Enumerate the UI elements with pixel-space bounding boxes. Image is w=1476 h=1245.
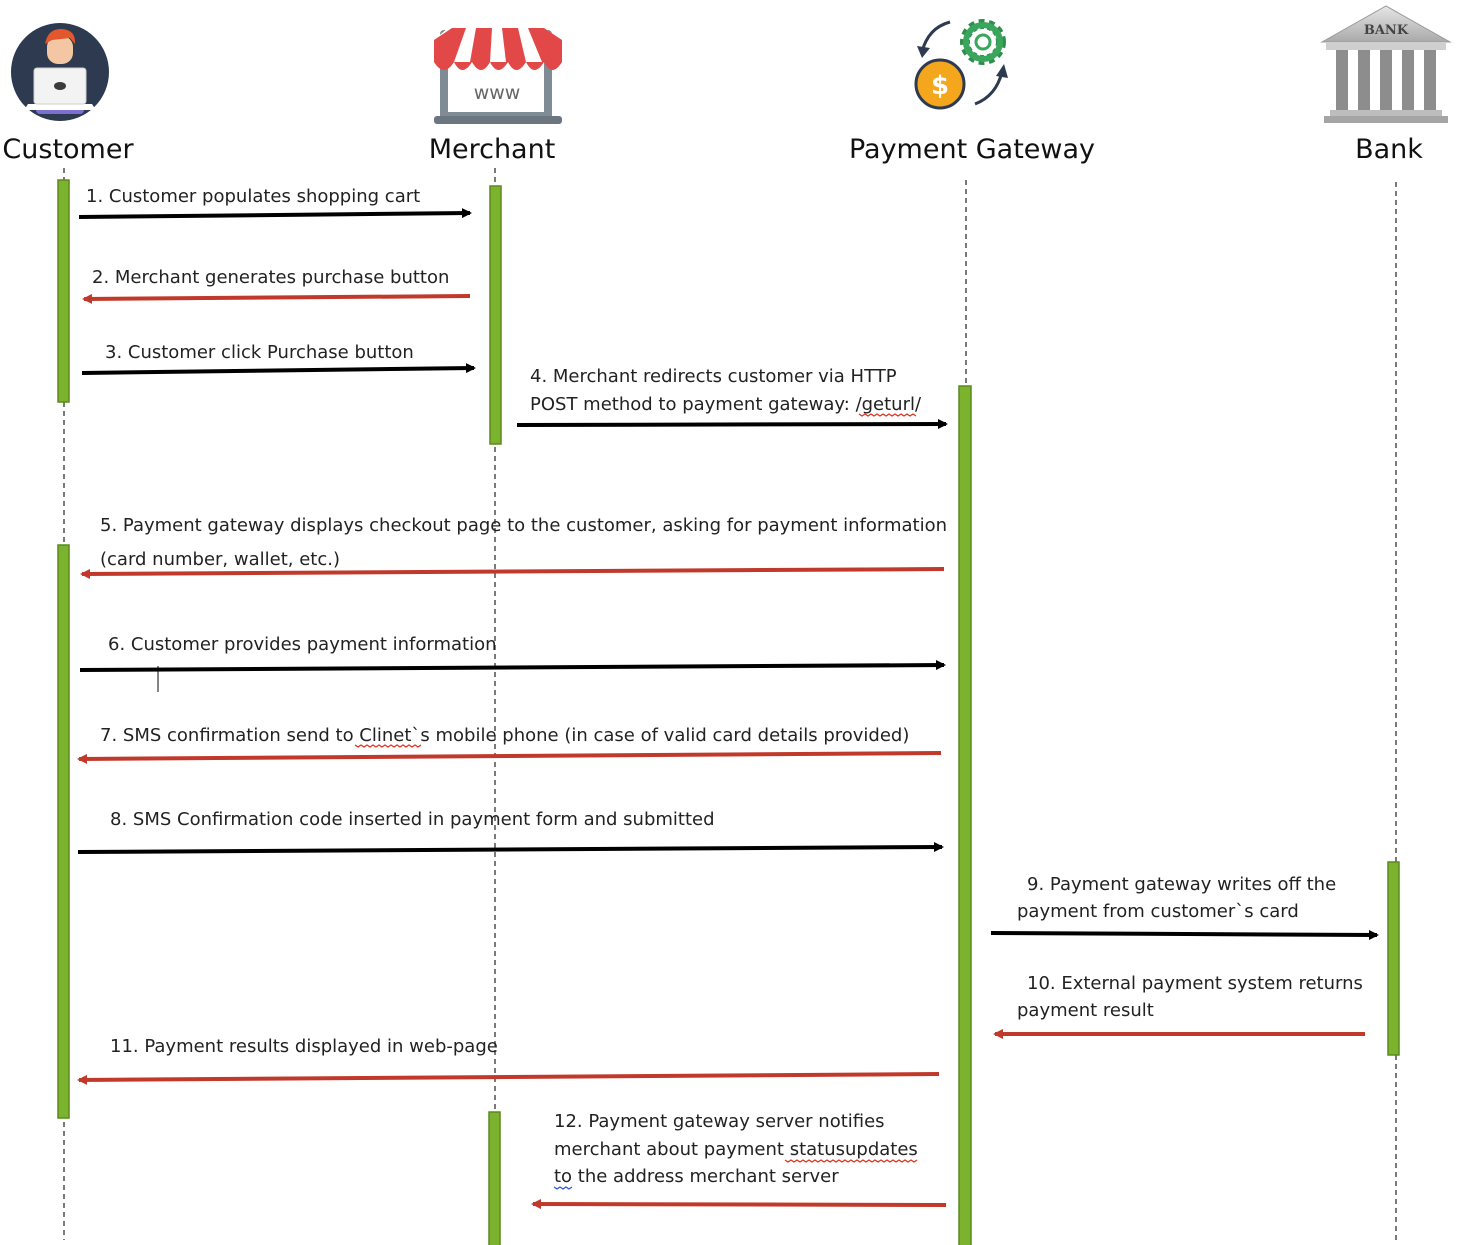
message-label-4: 4. Merchant redirects customer via HTTP [530,366,897,387]
actor-name-bank: Bank [1355,134,1423,165]
payment-gateway-icon [916,22,1008,108]
spellcheck-underline [785,1160,917,1162]
message-arrow-7 [79,753,941,759]
activation-merchant [489,1112,500,1245]
message-label-7: 7. SMS confirmation send to Clinet`s mobile phone (in case of valid card details provided) [100,725,910,746]
message-arrow-11 [79,1074,939,1080]
message-arrow-3 [82,368,474,373]
grammar-underline [554,1187,572,1189]
message-label-10: payment result [1017,1000,1154,1021]
activation-payment-gateway [959,386,971,1245]
message-arrow-6 [80,665,944,670]
bank-sign-label: BANK [1363,23,1409,38]
activation-bank [1388,862,1399,1055]
message-arrow-12 [533,1204,946,1205]
actor-name-customer: Customer [2,134,134,165]
message-label-5: (card number, wallet, etc.) [100,549,340,570]
actor-name-payment-gateway: Payment Gateway [848,134,1096,165]
customer-laptop-icon [11,23,109,121]
www-label: www [473,82,521,104]
dollar-label: $ [930,71,950,101]
message-label-12: to the address merchant server [554,1166,839,1187]
message-label-9: 9. Payment gateway writes off the [1027,874,1337,895]
message-arrow-1 [79,213,470,217]
gear-icon [965,24,1001,60]
message-arrow-4 [517,424,946,425]
message-label-12: 12. Payment gateway server notifies [554,1111,885,1132]
message-label-4: POST method to payment gateway: /geturl/ [530,394,922,415]
activation-merchant [490,186,501,444]
activation-customer [58,545,69,1118]
message-label-11: 11. Payment results displayed in web-page [110,1036,498,1057]
bank-building-icon [1322,6,1450,123]
message-label-6: 6. Customer provides payment information [108,634,497,655]
activation-customer [58,180,69,402]
storefront-icon [434,28,562,124]
message-label-9: payment from customer`s card [1017,901,1299,922]
message-label-10: 10. External payment system returns [1027,973,1363,994]
message-label-12: merchant about payment statusupdates [554,1139,918,1160]
message-label-2: 2. Merchant generates purchase button [92,267,450,288]
message-arrow-9 [991,933,1377,935]
message-label-8: 8. SMS Confirmation code inserted in payment form and submitted [110,809,715,830]
coin-icon [916,60,964,108]
message-arrow-8 [78,847,942,852]
message-arrow-2 [84,296,470,299]
actor-name-merchant: Merchant [428,134,556,165]
message-label-3: 3. Customer click Purchase button [105,342,414,363]
message-label-1: 1. Customer populates shopping cart [86,186,421,207]
message-label-5: 5. Payment gateway displays checkout page to the customer, asking for payment information [100,515,947,536]
